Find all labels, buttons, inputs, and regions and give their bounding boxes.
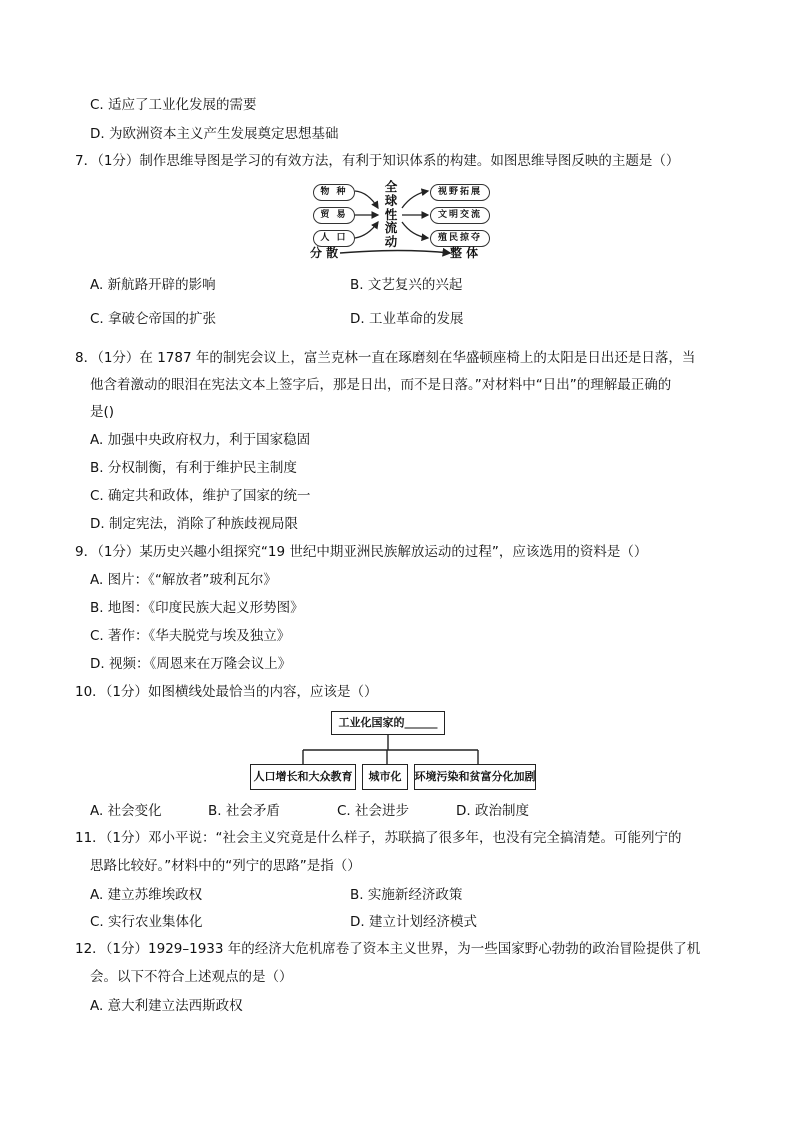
q11-stem-line2: 思路比较好。”材料中的“列宁的思路”是指（） bbox=[90, 858, 361, 874]
q10-option-d: D. 政治制度 bbox=[456, 803, 529, 819]
q6-option-c: C. 适应了工业化发展的需要 bbox=[90, 97, 257, 113]
q7-center-text: 全球性流动 bbox=[384, 179, 398, 249]
q7-option-d: D. 工业革命的发展 bbox=[350, 311, 464, 327]
q10-option-c: C. 社会进步 bbox=[337, 803, 410, 819]
q7-right-node-3: 殖民掠夺 bbox=[430, 230, 490, 247]
q6-option-d: D. 为欧洲资本主义产生发展奠定思想基础 bbox=[90, 126, 339, 142]
q8-option-b: B. 分权制衡，有利于维护民主制度 bbox=[90, 460, 297, 476]
q7-right-node-1: 视野拓展 bbox=[430, 184, 490, 201]
q8-option-d: D. 制定宪法，消除了种族歧视局限 bbox=[90, 516, 298, 532]
q10-child-node-2: 城市化 bbox=[362, 764, 408, 790]
q12-stem-line2: 会。以下不符合上述观点的是（） bbox=[90, 969, 293, 985]
q7-stem: 7．（1分）制作思维导图是学习的有效方法，有利于知识体系的构建。如图思维导图反映的主题是（） bbox=[75, 153, 680, 169]
q9-option-a: A. 图片：《“解放者”玻利瓦尔》 bbox=[90, 572, 277, 588]
q8-option-c: C. 确定共和政体，维护了国家的统一 bbox=[90, 488, 311, 504]
q10-tree-diagram bbox=[248, 708, 538, 792]
q7-right-node-2: 文明交流 bbox=[430, 207, 490, 224]
q7-bottom-left: 分 散 bbox=[310, 246, 339, 260]
q12-option-a: A. 意大利建立法西斯政权 bbox=[90, 998, 243, 1014]
q9-option-b: B. 地图：《印度民族大起义形势图》 bbox=[90, 600, 304, 616]
q9-option-d: D. 视频：《周恩来在万隆会议上》 bbox=[90, 656, 292, 672]
q8-stem-line2: 他含着激动的眼泪在宪法文本上签字后，那是日出，而不是日落。”对材料中“日出”的理解最正确的 bbox=[90, 377, 672, 393]
q11-option-b: B. 实施新经济政策 bbox=[350, 887, 463, 903]
q10-child-node-1: 人口增长和大众教育 bbox=[250, 764, 356, 790]
q10-stem: 10．（1分）如图横线处最恰当的内容，应该是（） bbox=[75, 684, 378, 700]
q11-stem-line1: 11．（1分）邓小平说：“社会主义究竟是什么样子，苏联搞了很多年，也没有完全搞清楚。可能列宁的 bbox=[75, 830, 682, 846]
q12-stem-line1: 12．（1分）1929–1933 年的经济大危机席卷了资本主义世界，为一些国家野心勃勃的政治冒险提供了机 bbox=[75, 941, 701, 957]
q10-option-b: B. 社会矛盾 bbox=[208, 803, 280, 819]
q11-option-a: A. 建立苏维埃政权 bbox=[90, 887, 203, 903]
q7-left-node-3: 人 口 bbox=[313, 230, 355, 247]
q11-option-d: D. 建立计划经济模式 bbox=[350, 914, 477, 930]
q7-left-node-2: 贸 易 bbox=[313, 207, 355, 224]
q10-child-node-3: 环境污染和贫富分化加剧 bbox=[414, 764, 536, 790]
q8-option-a: A. 加强中央政府权力，利于国家稳固 bbox=[90, 432, 311, 448]
q7-option-c: C. 拿破仑帝国的扩张 bbox=[90, 311, 217, 327]
q7-mind-map bbox=[310, 178, 490, 260]
q10-top-node: 工业化国家的______ bbox=[331, 711, 445, 735]
q7-left-node-1: 物 种 bbox=[313, 184, 355, 201]
q7-bottom-right: 整 体 bbox=[450, 246, 479, 260]
q11-option-c: C. 实行农业集体化 bbox=[90, 914, 203, 930]
q7-option-b: B. 文艺复兴的兴起 bbox=[350, 277, 463, 293]
q8-stem-line3: 是() bbox=[90, 404, 115, 420]
q7-option-a: A. 新航路开辟的影响 bbox=[90, 277, 216, 293]
q9-option-c: C. 著作：《华夫脱党与埃及独立》 bbox=[90, 628, 291, 644]
q8-stem-line1: 8．（1分）在 1787 年的制宪会议上，富兰克林一直在琢磨刻在华盛顿座椅上的太阳是日出还是日落，当 bbox=[75, 350, 696, 366]
q10-option-a: A. 社会变化 bbox=[90, 803, 162, 819]
q9-stem: 9．（1分）某历史兴趣小组探究“19 世纪中期亚洲民族解放运动的过程”，应该选用的资料是（） bbox=[75, 544, 648, 560]
